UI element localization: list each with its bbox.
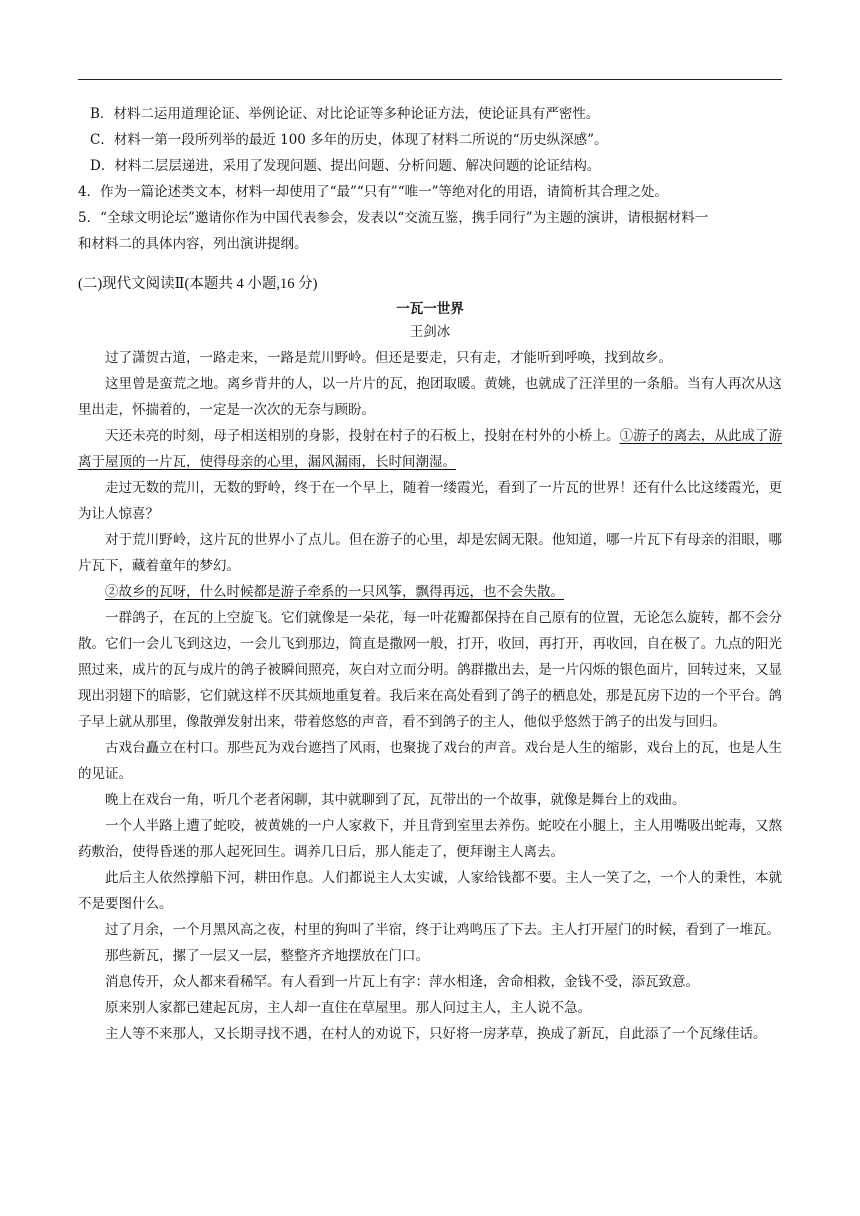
paragraph-10: 一个人半路上遭了蛇咬，被黄姚的一户人家救下，并且背到室里去养伤。蛇咬在小腿上，主人用嘴吸出蛇毒，又熬药敷治，使得昏迷的那人起死回生。调养几日后，那人能走了，便拜谢主人离去。 [78,818,782,860]
paragraph-9: 晚上在戏台一角，听几个老者闲聊，其中就聊到了瓦，瓦带出的一个故事，就像是舞台上的戏曲。 [105,792,686,808]
option-c: C．材料一第一段所列举的最近 100 多年的历史，体现了材料二所说的“历史纵深感”。 [90,132,608,148]
question-5-line-1: 5．“全球文明论坛”邀请你作为中国代表参会，发表以“交流互鉴，携手同行”为主题的演讲，请根据材料一 [78,210,709,226]
article-author: 王剑冰 [409,324,451,340]
underlined-sentence-2: ②故乡的瓦呀，什么时候都是游子牵系的一只风筝，飘得再远，也不会失散。 [105,584,564,600]
paragraph-2: 这里曾是蛮荒之地。离乡背井的人，以一片片的瓦，抱团取暖。黄姚，也就成了汪洋里的一条船。当有人再次从这里出走，怀揣着的，一定是一次次的无奈与顾盼。 [78,376,782,418]
paragraph-12: 过了月余，一个月黑风高之夜，村里的狗叫了半宿，终于让鸡鸣压了下去。主人打开屋门的时候，看到了一堆瓦。 [105,922,780,938]
paragraph-6 [78,579,782,605]
question-5-line-2: 和材料二的具体内容，列出演讲提纲。 [78,236,308,252]
option-b: B．材料二运用道理论证、举例论证、对比论证等多种论证方法，使论证具有严密性。 [90,106,600,122]
paragraph-15: 原来别人家都已建起瓦房，主人却一直住在草屋里。那人问过主人，主人说不急。 [105,1000,591,1016]
paragraph-3-text: 天还未亮的时刻，母子相送相别的身影，投射在村子的石板上，投射在村外的小桥上。 [105,428,620,444]
question-4: 4．作为一篇论述类文本，材料一却使用了“最”“只有”“唯一”等绝对化的用语，请简析其合理之处。 [78,184,668,200]
paragraph-14: 消息传开，众人都来看稀罕。有人看到一片瓦上有字：萍水相逢，舍命相救，金钱不受，添瓦致意。 [105,974,699,990]
underlined-sentence-1: ①游子的离去，从此成了游离于屋顶的一片瓦，使得母亲的心里，漏风漏雨，长时间潮湿。 [78,428,783,470]
paragraph-1: 过了潇贺古道，一路走来，一路是荒川野岭。但还是要走，只有走，才能听到呼唤，找到故乡。 [105,350,672,366]
paragraph-4: 走过无数的荒川，无数的野岭，终于在一个早上，随着一缕霞光，看到了一片瓦的世界！还有什么比这缕霞光，更为让人惊喜？ [78,480,782,522]
paragraph-8: 古戏台矗立在村口。那些瓦为戏台遮挡了风雨，也聚拢了戏台的声音。戏台是人生的缩影，戏台上的瓦，也是人生的见证。 [78,740,782,782]
page-content [78,101,782,1047]
paragraph-13: 那些新瓦，摞了一层又一层，整整齐齐地摆放在门口。 [105,948,429,964]
paragraph-3 [78,423,782,475]
paragraph-11: 此后主人依然撑船下河，耕田作息。人们都说主人太实诚，人家给钱都不要。主人一笑了之，一个人的秉性，本就不是要图什么。 [78,870,782,912]
paragraph-5: 对于荒川野岭，这片瓦的世界小了点儿。但在游子的心里，却是宏阔无限。他知道，哪一片瓦下有母亲的泪眼，哪片瓦下，藏着童年的梦幻。 [78,532,782,574]
paragraph-7: 一群鸽子，在瓦的上空旋飞。它们就像是一朵花，每一叶花瓣都保持在自己原有的位置，无论怎么旋转，都不会分散。它们一会儿飞到这边，一会儿飞到那边，简直是撒网一般，打开，收回，再打开，再收回，自在极了。九点的阳光照过来，成片的瓦与成片的鸽子被瞬间照亮，灰白对立而分明。鸽群撒出去，是一片闪烁的银色面片，回转过来，又显现出羽翅下的暗影，它们就这样不厌其烦地重复着。我后来在高处看到了鸽子的栖息处，那是瓦房下边的一个平台。鸽子早上就从那里，像散弹发射出来，带着悠悠的声音，看不到鸽子的主人，他似乎悠然于鸽子的出发与回归。 [78,610,782,730]
article-title: 一瓦一世界 [396,301,464,317]
option-d: D．材料二层层递进，采用了发现问题、提出问题、分析问题、解决问题的论证结构。 [90,158,601,174]
section-header: (二)现代文阅读Ⅱ(本题共 4 小题,16 分) [78,276,318,292]
paragraph-16: 主人等不来那人，又长期寻找不遇，在村人的劝说下，只好将一房茅草，换成了新瓦，自此添了一个瓦缘佳话。 [105,1026,767,1042]
header-rule [78,79,782,80]
